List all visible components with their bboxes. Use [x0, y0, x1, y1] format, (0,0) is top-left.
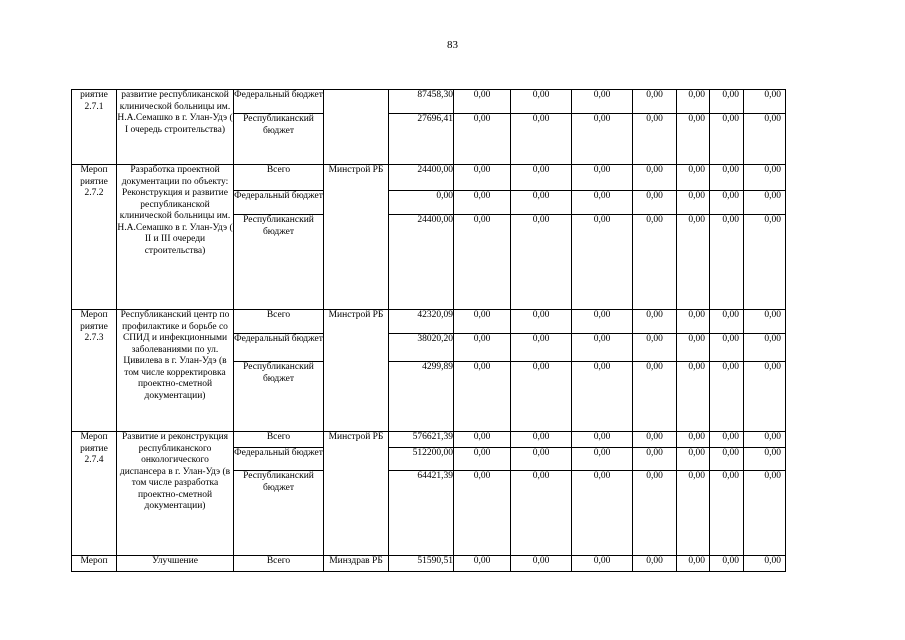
total-amount-cell: 42320,09	[389, 310, 454, 334]
year-value-cell: 0,00	[677, 215, 710, 310]
year-value-cell: 0,00	[572, 165, 633, 191]
funding-source-cell: Всего	[234, 310, 324, 334]
year-value-cell: 0,00	[454, 215, 511, 310]
executor-cell: Минстрой РБ	[324, 310, 389, 432]
year-value-cell: 0,00	[744, 362, 786, 432]
year-value-cell: 0,00	[511, 191, 572, 215]
year-value-cell: 0,00	[511, 362, 572, 432]
funding-source-cell: Федеральный бюджет	[234, 448, 324, 471]
year-value-cell: 0,00	[572, 215, 633, 310]
executor-cell: Минстрой РБ	[324, 432, 389, 556]
year-value-cell: 0,00	[454, 114, 511, 165]
total-amount-cell: 0,00	[389, 191, 454, 215]
year-value-cell: 0,00	[511, 556, 572, 572]
funding-source-cell: Республиканский бюджет	[234, 471, 324, 556]
funding-source-cell: Республиканский бюджет	[234, 215, 324, 310]
year-value-cell: 0,00	[744, 165, 786, 191]
year-value-cell: 0,00	[511, 310, 572, 334]
funding-source-cell: Федеральный бюджет	[234, 334, 324, 362]
total-amount-cell: 51590,51	[389, 556, 454, 572]
funding-source-cell: Федеральный бюджет	[234, 191, 324, 215]
measure-name-cell: развитие республиканской клинической больницы им. Н.А.Семашко в г. Улан-Удэ ( I очередь строительства)	[117, 90, 234, 165]
table-row	[72, 556, 786, 572]
year-value-cell: 0,00	[710, 114, 744, 165]
table-row	[72, 432, 786, 448]
year-value-cell: 0,00	[454, 191, 511, 215]
year-value-cell: 0,00	[744, 556, 786, 572]
year-value-cell: 0,00	[744, 471, 786, 556]
total-amount-cell: 24400,00	[389, 215, 454, 310]
year-value-cell: 0,00	[511, 334, 572, 362]
measure-code-cell: риятие 2.7.1	[72, 90, 117, 165]
year-value-cell: 0,00	[633, 310, 677, 334]
year-value-cell: 0,00	[677, 191, 710, 215]
year-value-cell: 0,00	[633, 448, 677, 471]
year-value-cell: 0,00	[454, 90, 511, 114]
year-value-cell: 0,00	[710, 310, 744, 334]
year-value-cell: 0,00	[511, 90, 572, 114]
year-value-cell: 0,00	[633, 90, 677, 114]
year-value-cell: 0,00	[511, 114, 572, 165]
measure-code-cell: Мероп риятие 2.7.2	[72, 165, 117, 310]
year-value-cell: 0,00	[710, 191, 744, 215]
total-amount-cell: 512200,00	[389, 448, 454, 471]
funding-source-cell: Федеральный бюджет	[234, 90, 324, 114]
year-value-cell: 0,00	[744, 215, 786, 310]
year-value-cell: 0,00	[677, 448, 710, 471]
year-value-cell: 0,00	[677, 165, 710, 191]
measure-name-cell: Разработка проектной документации по объекту: Реконструкция и развитие республиканской клинической больницы им. Н.А.Семашко в г. Улан-Удэ ( II и III очереди строительства)	[117, 165, 234, 310]
year-value-cell: 0,00	[744, 432, 786, 448]
year-value-cell: 0,00	[677, 90, 710, 114]
measure-name-cell: Республиканский центр по профилактике и борьбе со СПИД и инфекционными заболеваниями по ул. Цивилева в г. Улан-Удэ (в том числе корректировка проектно-сметной документации)	[117, 310, 234, 432]
year-value-cell: 0,00	[633, 114, 677, 165]
year-value-cell: 0,00	[454, 165, 511, 191]
total-amount-cell: 576621,39	[389, 432, 454, 448]
year-value-cell: 0,00	[454, 471, 511, 556]
year-value-cell: 0,00	[710, 432, 744, 448]
year-value-cell: 0,00	[744, 310, 786, 334]
year-value-cell: 0,00	[744, 334, 786, 362]
year-value-cell: 0,00	[454, 362, 511, 432]
year-value-cell: 0,00	[572, 191, 633, 215]
total-amount-cell: 64421,39	[389, 471, 454, 556]
year-value-cell: 0,00	[511, 165, 572, 191]
year-value-cell: 0,00	[633, 165, 677, 191]
measure-name-cell: Улучшение	[117, 556, 234, 572]
year-value-cell: 0,00	[572, 362, 633, 432]
year-value-cell: 0,00	[677, 556, 710, 572]
year-value-cell: 0,00	[710, 165, 744, 191]
year-value-cell: 0,00	[572, 310, 633, 334]
year-value-cell: 0,00	[633, 471, 677, 556]
year-value-cell: 0,00	[572, 90, 633, 114]
year-value-cell: 0,00	[710, 362, 744, 432]
year-value-cell: 0,00	[633, 432, 677, 448]
year-value-cell: 0,00	[633, 215, 677, 310]
measure-code-cell: Мероп риятие 2.7.4	[72, 432, 117, 556]
year-value-cell: 0,00	[511, 471, 572, 556]
table-row	[72, 310, 786, 334]
measure-name-cell: Развитие и реконструкция республиканского онкологического диспансера в г. Улан-Удэ (в том числе разработка проектно-сметной документации)	[117, 432, 234, 556]
year-value-cell: 0,00	[572, 334, 633, 362]
page-number: 83	[447, 39, 458, 51]
funding-source-cell: Республиканский бюджет	[234, 362, 324, 432]
year-value-cell: 0,00	[744, 448, 786, 471]
year-value-cell: 0,00	[633, 191, 677, 215]
year-value-cell: 0,00	[511, 432, 572, 448]
budget-table	[71, 89, 786, 572]
year-value-cell: 0,00	[710, 448, 744, 471]
total-amount-cell: 27696,41	[389, 114, 454, 165]
year-value-cell: 0,00	[677, 310, 710, 334]
year-value-cell: 0,00	[572, 114, 633, 165]
year-value-cell: 0,00	[454, 310, 511, 334]
year-value-cell: 0,00	[710, 334, 744, 362]
total-amount-cell: 87458,30	[389, 90, 454, 114]
year-value-cell: 0,00	[710, 90, 744, 114]
table-row	[72, 90, 786, 114]
funding-source-cell: Всего	[234, 432, 324, 448]
year-value-cell: 0,00	[572, 471, 633, 556]
table-row	[72, 165, 786, 191]
year-value-cell: 0,00	[454, 556, 511, 572]
total-amount-cell: 38020,20	[389, 334, 454, 362]
year-value-cell: 0,00	[677, 432, 710, 448]
year-value-cell: 0,00	[677, 471, 710, 556]
measure-code-cell: Мероп риятие 2.7.3	[72, 310, 117, 432]
total-amount-cell: 4299,89	[389, 362, 454, 432]
year-value-cell: 0,00	[744, 191, 786, 215]
year-value-cell: 0,00	[572, 556, 633, 572]
year-value-cell: 0,00	[454, 432, 511, 448]
funding-source-cell: Всего	[234, 165, 324, 191]
year-value-cell: 0,00	[633, 556, 677, 572]
year-value-cell: 0,00	[511, 215, 572, 310]
year-value-cell: 0,00	[744, 114, 786, 165]
year-value-cell: 0,00	[454, 448, 511, 471]
executor-cell: Минздрав РБ	[324, 556, 389, 572]
year-value-cell: 0,00	[710, 556, 744, 572]
total-amount-cell: 24400,00	[389, 165, 454, 191]
year-value-cell: 0,00	[677, 114, 710, 165]
year-value-cell: 0,00	[710, 215, 744, 310]
year-value-cell: 0,00	[677, 362, 710, 432]
measure-code-cell: Мероп	[72, 556, 117, 572]
year-value-cell: 0,00	[454, 334, 511, 362]
year-value-cell: 0,00	[572, 448, 633, 471]
year-value-cell: 0,00	[572, 432, 633, 448]
executor-cell: Минстрой РБ	[324, 165, 389, 310]
funding-source-cell: Республиканский бюджет	[234, 114, 324, 165]
year-value-cell: 0,00	[633, 334, 677, 362]
year-value-cell: 0,00	[633, 362, 677, 432]
year-value-cell: 0,00	[710, 471, 744, 556]
year-value-cell: 0,00	[677, 334, 710, 362]
table-body	[72, 90, 786, 572]
executor-cell	[324, 90, 389, 165]
year-value-cell: 0,00	[511, 448, 572, 471]
funding-source-cell: Всего	[234, 556, 324, 572]
year-value-cell: 0,00	[744, 90, 786, 114]
